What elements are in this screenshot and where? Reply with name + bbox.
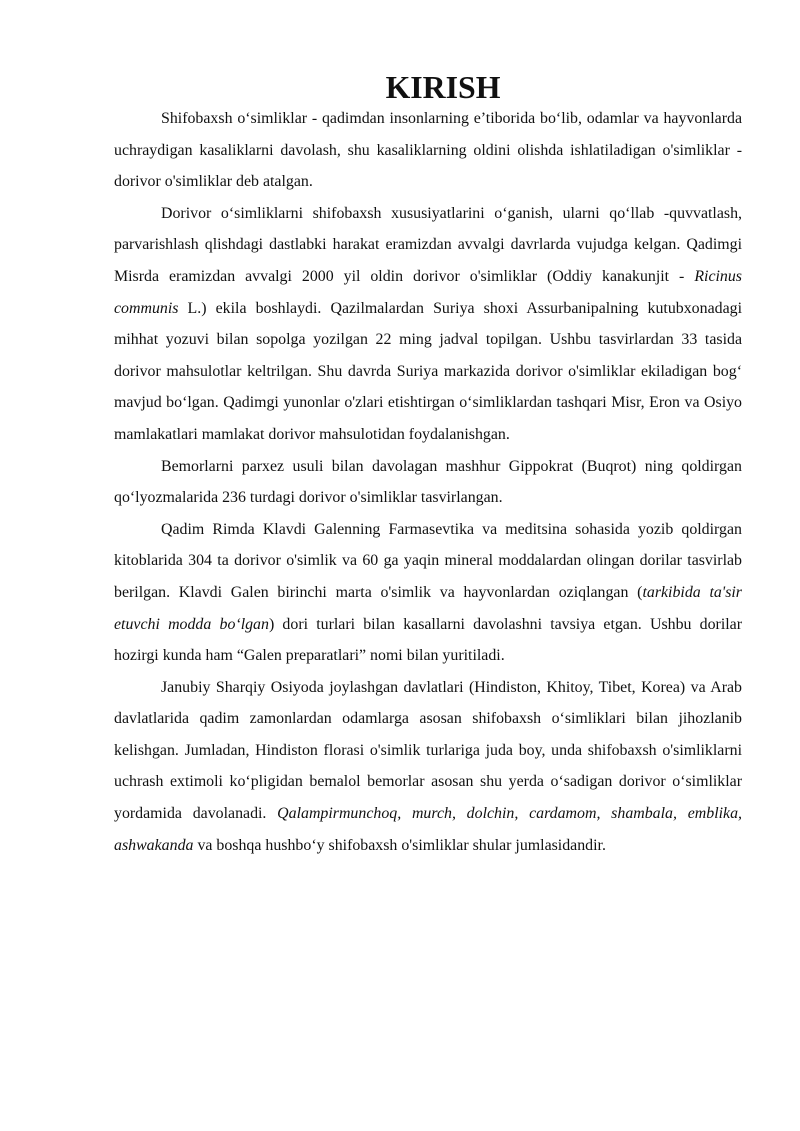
paragraph-text: Shifobaxsh o‘simliklar - qadimdan insonlarning e’tiborida bo‘lib, odamlar va hayvonlarda uchraydigan kasaliklarni davolash, shu kasaliklarning oldini olishda ishlatiladigan o'simliklar - dorivor o'simliklar deb atalgan.: [114, 110, 742, 191]
paragraph-history-egypt: [114, 198, 742, 451]
paragraph-intro: [114, 103, 742, 198]
document-page: [114, 70, 743, 861]
paragraph-text: Bemorlarni parxez usuli bilan davolagan mashhur Gippokrat (Buqrot) ning qoldirgan qo‘lyozmalarida 236 turdagi dorivor o'simliklar tasvirlangan.: [114, 457, 742, 507]
paragraph-asia: [114, 672, 742, 862]
paragraph-text: L.) ekila boshlaydi. Qazilmalardan Suriya shoxi Assurbanipalning kutubxonadagi mihhat yozuvi bilan sopolga yozilgan 22 ming jadval topilgan. Ushbu tasvirlardan 33 tasida dorivor mahsulotlar keltrilgan. Shu davrda Suriya markazida dorivor o'simliklar ekiladigan bog‘ mavjud bo‘lgan. Qadimgi yunonlar o'zlari etishtirgan o‘simliklardan tashqari Misr, Eron va Osiyo mamlakatlari mamlakat dorivor mahsulotidan foydalanishgan.: [114, 299, 742, 443]
paragraph-text: va boshqa hushbo‘y shifobaxsh o'simliklar shular jumlasidandir.: [193, 836, 606, 854]
paragraph-hippocrates: [114, 451, 742, 514]
paragraph-text: Dorivor o‘simliklarni shifobaxsh xususiyatlarini o‘ganish, ularni qo‘llab -quvvatlash, parvarishlash qlishdagi dastlabki harakat eramizdan avvalgi davrlarda vujudga kelgan. Qadimgi Misrda eramizdan avvalgi 2000 yil oldin dorivor o'simliklar (Oddiy kanakunjit -: [114, 204, 742, 285]
paragraph-text: ) dori turlari bilan kasallarni davolashni tavsiya etgan. Ushbu dorilar hozirgi kunda ham “Galen preparatlari” nomi bilan yuritiladi.: [114, 615, 743, 665]
document-title: KIRISH: [385, 70, 501, 105]
paragraph-text: Janubiy Sharqiy Osiyoda joylashgan davlatlari (Hindiston, Khitoy, Tibet, Korea) va Arab davlatlarida qadim zamonlardan odamlarga asosan shifobaxsh o‘simliklari bilan jihozlanib kelishgan. Jumladan, Hindiston florasi o'simlik turlariga juda boy, unda shifobaxsh o'simliklarni uchrash extimoli ko‘pligidan bemalol bemorlar asosan shu yerda o‘sadigan dorivor o‘simliklar yordamida davolanadi.: [114, 678, 742, 823]
paragraph-text: Qadim Rimda Klavdi Galenning Farmasevtika va meditsina sohasida yozib qoldirgan kitoblarida 304 ta dorivor o'simlik va 60 ga yaqin mineral moddalardan olingan dorilar tasvirlab berilgan. Klavdi Galen birinchi marta o'simlik va hayvonlardan oziqlangan (: [114, 520, 742, 601]
italic-phrase: tarkibida ta'sir etuvchi modda bo‘lgan: [114, 583, 742, 633]
latin-name: Ricinus communis: [114, 267, 742, 317]
paragraph-galen: [114, 514, 742, 672]
plant-list: Qalampirmunchoq, murch, dolchin, cardamom, shambala, emblika, ashwakanda: [114, 805, 742, 854]
